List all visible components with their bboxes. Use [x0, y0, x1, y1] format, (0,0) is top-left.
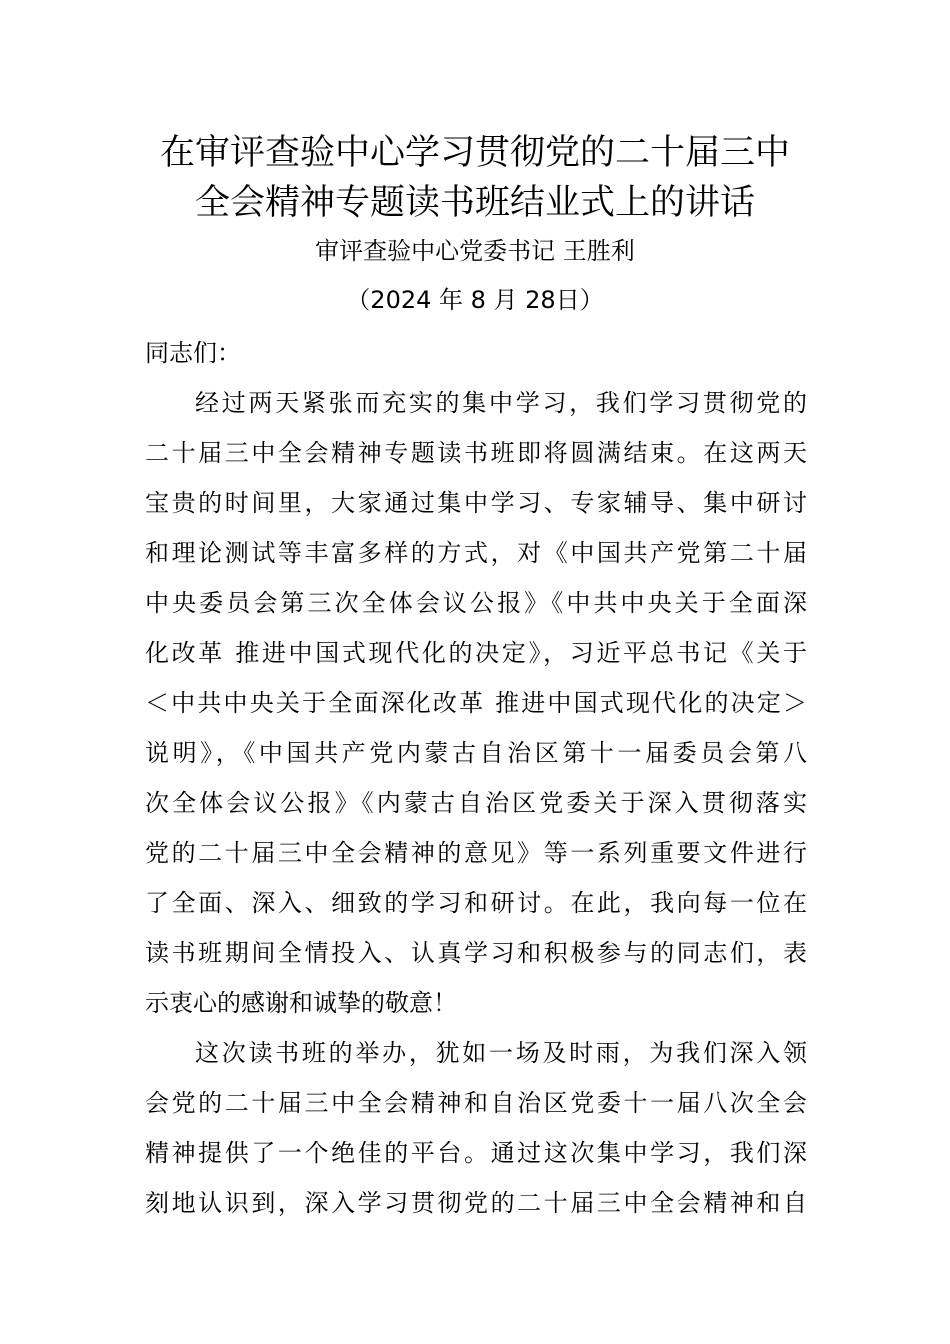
title-line-2: 全会精神专题读书班结业式上的讲话	[194, 183, 755, 223]
paragraph-1	[145, 378, 807, 1028]
author-line: 审评查验中心党委书记 王胜利	[315, 237, 635, 265]
paragraph-line: 刻地认识到，深入学习贯彻党的二十届三中全会精神和自	[145, 1189, 807, 1217]
paragraph-line: 二十届三中全会精神专题读书班即将圆满结束。在这两天	[145, 439, 807, 467]
paragraph-line: ＜中共中央关于全面深化改革 推进中国式现代化的决定＞	[145, 689, 807, 717]
title-line-1: 在审评查验中心学习贯彻党的二十届三中	[159, 133, 790, 173]
paragraph-line: 中央委员会第三次全体会议公报》《中共中央关于全面深	[145, 589, 807, 617]
paragraph-2	[145, 1028, 807, 1228]
paragraph-line: 和理论测试等丰富多样的方式，对《中国共产党第二十届	[145, 539, 807, 567]
paragraph-line: 经过两天紧张而充实的集中学习，我们学习贯彻党的	[195, 389, 807, 417]
paragraph-line: 精神提供了一个绝佳的平台。通过这次集中学习，我们深	[145, 1139, 807, 1167]
paragraph-line: 宝贵的时间里，大家通过集中学习、专家辅导、集中研讨	[145, 489, 807, 517]
paragraph-line: 读书班期间全情投入、认真学习和积极参与的同志们，表	[145, 939, 807, 967]
paragraph-line: 说明》，《中国共产党内蒙古自治区第十一届委员会第八	[145, 739, 807, 767]
paragraph-line: 次全体会议公报》《内蒙古自治区党委关于深入贯彻落实	[145, 789, 807, 817]
paragraph-line: 这次读书班的举办，犹如一场及时雨，为我们深入领	[195, 1039, 807, 1067]
salutation: 同志们：	[145, 339, 241, 367]
document-title	[120, 128, 830, 228]
paragraph-line: 示衷心的感谢和诚挚的敬意！	[145, 989, 457, 1017]
paragraph-line: 会党的二十届三中全会精神和自治区党委十一届八次全会	[145, 1089, 807, 1117]
speech-body	[145, 328, 807, 1228]
paragraph-line: 了全面、深入、细致的学习和研讨。在此，我向每一位在	[145, 889, 807, 917]
paragraph-line: 化改革 推进中国式现代化的决定》，习近平总书记《关于	[145, 639, 807, 667]
date-line: （2024 年 8 月 28日）	[346, 286, 604, 314]
paragraph-line: 党的二十届三中全会精神的意见》等一系列重要文件进行	[145, 839, 807, 867]
